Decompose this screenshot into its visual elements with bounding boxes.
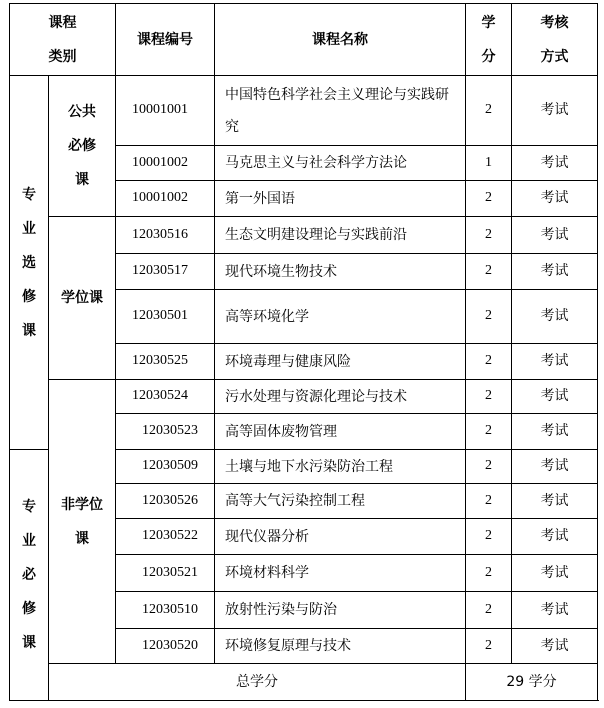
- total-label: 总学分: [49, 664, 466, 701]
- course-credit: 2: [466, 519, 512, 555]
- course-name: 环境材料科学: [215, 555, 466, 592]
- course-exam: 考试: [512, 519, 598, 555]
- course-exam: 考试: [512, 380, 598, 414]
- course-credit: 2: [466, 629, 512, 664]
- course-exam: 考试: [512, 344, 598, 380]
- course-code: 12030526: [116, 484, 215, 519]
- course-code: 12030516: [116, 217, 215, 254]
- course-name: 现代仪器分析: [215, 519, 466, 555]
- course-credit: 2: [466, 450, 512, 484]
- course-name: 中国特色科学社会主义理论与实践研究: [215, 76, 466, 146]
- course-code: 10001002: [116, 146, 215, 181]
- header-name: 课程名称: [215, 4, 466, 76]
- course-exam: 考试: [512, 450, 598, 484]
- course-exam: 考试: [512, 414, 598, 450]
- header-credit: 学 分: [466, 4, 512, 76]
- course-code: 12030522: [116, 519, 215, 555]
- course-credit: 2: [466, 290, 512, 344]
- course-name: 环境修复原理与技术: [215, 629, 466, 664]
- course-exam: 考试: [512, 254, 598, 290]
- course-code: 12030509: [116, 450, 215, 484]
- course-code: 12030525: [116, 344, 215, 380]
- course-name: 高等固体废物管理: [215, 414, 466, 450]
- course-code: 12030521: [116, 555, 215, 592]
- course-credit: 1: [466, 146, 512, 181]
- category-elective: 专 业 选 修 课: [10, 76, 49, 450]
- course-name: 土壤与地下水污染防治工程: [215, 450, 466, 484]
- course-name: 环境毒理与健康风险: [215, 344, 466, 380]
- course-credit: 2: [466, 344, 512, 380]
- course-credit: 2: [466, 380, 512, 414]
- course-code: 10001002: [116, 181, 215, 217]
- course-exam: 考试: [512, 555, 598, 592]
- course-table: [9, 3, 597, 700]
- header-category: 课程 类别: [10, 4, 116, 76]
- course-code: 12030510: [116, 592, 215, 629]
- course-name: 高等大气污染控制工程: [215, 484, 466, 519]
- category-required: 专 业 必 修 课: [10, 450, 49, 701]
- category-public: 公共 必修 课: [49, 76, 116, 217]
- header-exam: 考核 方式: [512, 4, 598, 76]
- course-credit: 2: [466, 181, 512, 217]
- course-code: 12030520: [116, 629, 215, 664]
- course-name: 生态文明建设理论与实践前沿: [215, 217, 466, 254]
- category-degree: 学位课: [49, 217, 116, 380]
- course-exam: 考试: [512, 217, 598, 254]
- course-exam: 考试: [512, 290, 598, 344]
- header-row: [10, 4, 598, 76]
- course-exam: 考试: [512, 484, 598, 519]
- total-value: 29 学分: [466, 664, 598, 701]
- course-credit: 2: [466, 254, 512, 290]
- table-row: [10, 217, 598, 254]
- course-exam: 考试: [512, 592, 598, 629]
- course-exam: 考试: [512, 629, 598, 664]
- course-exam: 考试: [512, 181, 598, 217]
- course-name: 马克思主义与社会科学方法论: [215, 146, 466, 181]
- course-name: 第一外国语: [215, 181, 466, 217]
- course-code: 10001001: [116, 76, 215, 146]
- course-code: 12030524: [116, 380, 215, 414]
- course-code: 12030517: [116, 254, 215, 290]
- course-name: 污水处理与资源化理论与技术: [215, 380, 466, 414]
- total-row: [10, 664, 598, 701]
- header-code: 课程编号: [116, 4, 215, 76]
- course-name: 放射性污染与防治: [215, 592, 466, 629]
- course-exam: 考试: [512, 146, 598, 181]
- course-exam: 考试: [512, 76, 598, 146]
- course-credit: 2: [466, 484, 512, 519]
- course-code: 12030523: [116, 414, 215, 450]
- course-name: 高等环境化学: [215, 290, 466, 344]
- course-credit: 2: [466, 592, 512, 629]
- course-credit: 2: [466, 414, 512, 450]
- category-non-degree: 非学位 课: [49, 380, 116, 664]
- table-row: [10, 380, 598, 414]
- table-row: [10, 76, 598, 146]
- course-credit: 2: [466, 76, 512, 146]
- course-credit: 2: [466, 217, 512, 254]
- course-name: 现代环境生物技术: [215, 254, 466, 290]
- course-credit: 2: [466, 555, 512, 592]
- course-code: 12030501: [116, 290, 215, 344]
